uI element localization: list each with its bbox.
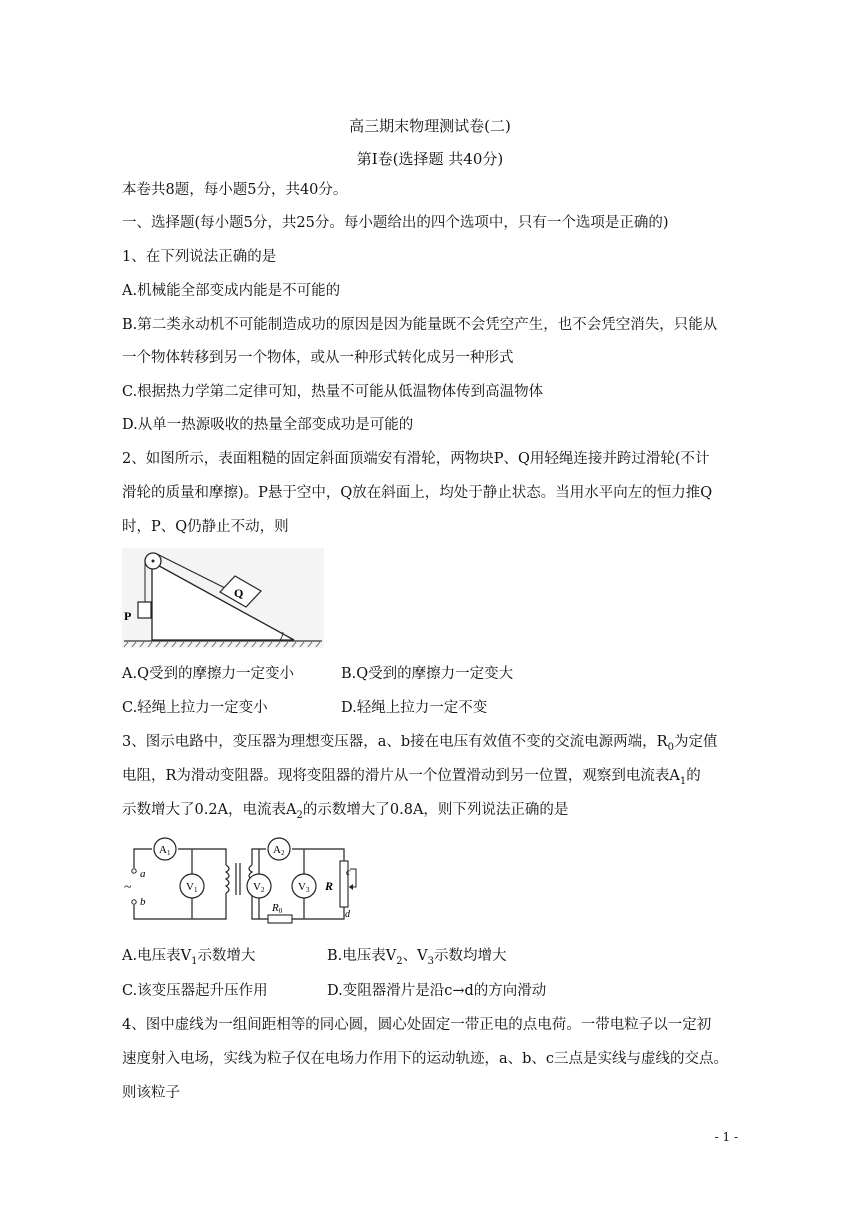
q3-option-b: B.电压表$V_2$、$V_3$示数均增大 (327, 948, 507, 967)
label-b: b (140, 896, 146, 908)
q3-option-a: A.电压表$V_1$示数增大 (122, 948, 256, 967)
q1-option-a: A.机械能全部变成内能是不可能的 (122, 283, 341, 299)
q2-option-c: C.轻绳上拉力一定变小 (122, 700, 268, 716)
resistor-r0-label: R0 (272, 902, 283, 915)
q3-option-c: C.该变压器起升压作用 (122, 983, 268, 999)
ammeter-a2-label: A2 (273, 844, 285, 857)
q2-stem-line3: 时，P、Q仍静止不动，则 (122, 519, 289, 535)
instructions: 本卷共8题，每小题5分，共40分。 (122, 182, 348, 198)
resistor-r0 (268, 915, 292, 923)
label-a: a (140, 868, 146, 880)
q4-stem-line3: 则该粒子 (122, 1085, 180, 1101)
section-1-heading: 一、选择题(每小题5分，共25分。每小题给出的四个选项中，只有一个选项是正确的) (122, 215, 669, 231)
q3-stem-line1: 3、图示电路中，变压器为理想变压器，a、b接在电压有效值不变的交流电源两端，$R_0$为定值 (122, 734, 718, 753)
label-q: Q (234, 586, 244, 600)
block-p (138, 602, 151, 618)
q1-option-c: C.根据热力学第二定律可知，热量不可能从低温物体传到高温物体 (122, 384, 544, 400)
terminal-a (132, 869, 136, 873)
voltmeter-v3-label: V3 (298, 881, 310, 894)
q1-stem: 1、在下列说法正确的是 (122, 249, 277, 265)
ac-source-symbol: ~ (124, 880, 132, 895)
exam-title: 高三期末物理测试卷(二) (349, 117, 511, 135)
label-c: c (346, 867, 351, 878)
q4-stem-line2: 速度射入电场，实线为粒子仅在电场力作用下的运动轨迹，a、b、c三点是实线与虚线的交点。 (122, 1051, 729, 1067)
rheostat-label: R (325, 879, 334, 893)
ammeter-a1-label: A1 (159, 844, 171, 857)
q3-option-d: D.变阻器滑片是沿c→d的方向滑动 (327, 983, 547, 999)
section-heading: 第Ⅰ卷(选择题 共40分) (356, 150, 504, 168)
q2-stem-line2: 滑轮的质量和摩擦)。P悬于空中，Q放在斜面上，均处于静止状态。当用水平向左的恒力推Q (122, 485, 713, 501)
voltmeter-v2-label: V2 (253, 881, 265, 894)
incline-pulley-figure (122, 548, 324, 648)
terminal-b (132, 900, 136, 904)
q4-stem-line1: 4、图中虚线为一组间距相等的同心圆，圆心处固定一带正电的点电荷。一带电粒子以一定初 (122, 1017, 712, 1033)
q3-stem-line3: 示数增大了0.2A，电流表$A_2$的示数增大了0.8A，则下列说法正确的是 (122, 802, 569, 821)
q2-option-a: A.Q受到的摩擦力一定变小 (122, 666, 294, 682)
label-d: d (345, 909, 350, 920)
page-number: - 1 - (714, 1130, 738, 1144)
q3-stem-line2: 电阻，R为滑动变阻器。现将变阻器的滑片从一个位置滑动到另一位置，观察到电流表$A_1$的 (122, 768, 701, 787)
q1-option-d: D.从单一热源吸收的热量全部变成功是可能的 (122, 417, 414, 433)
q2-stem-line1: 2、如图所示，表面粗糙的固定斜面顶端安有滑轮，两物块P、Q用轻绳连接并跨过滑轮(不计 (122, 451, 710, 467)
q2-option-b: B.Q受到的摩擦力一定变大 (341, 666, 514, 682)
q1-option-b-line2: 一个物体转移到另一个物体，或从一种形式转化成另一种形式 (122, 350, 514, 366)
voltmeter-v1-label: V1 (186, 881, 198, 894)
q1-option-b-line1: B.第二类永动机不可能制造成功的原因是因为能量既不会凭空产生，也不会凭空消失，只能从 (122, 317, 718, 333)
label-p: P (124, 609, 132, 623)
transformer-circuit-figure (122, 831, 358, 927)
q2-option-d: D.轻绳上拉力一定不变 (341, 700, 488, 716)
